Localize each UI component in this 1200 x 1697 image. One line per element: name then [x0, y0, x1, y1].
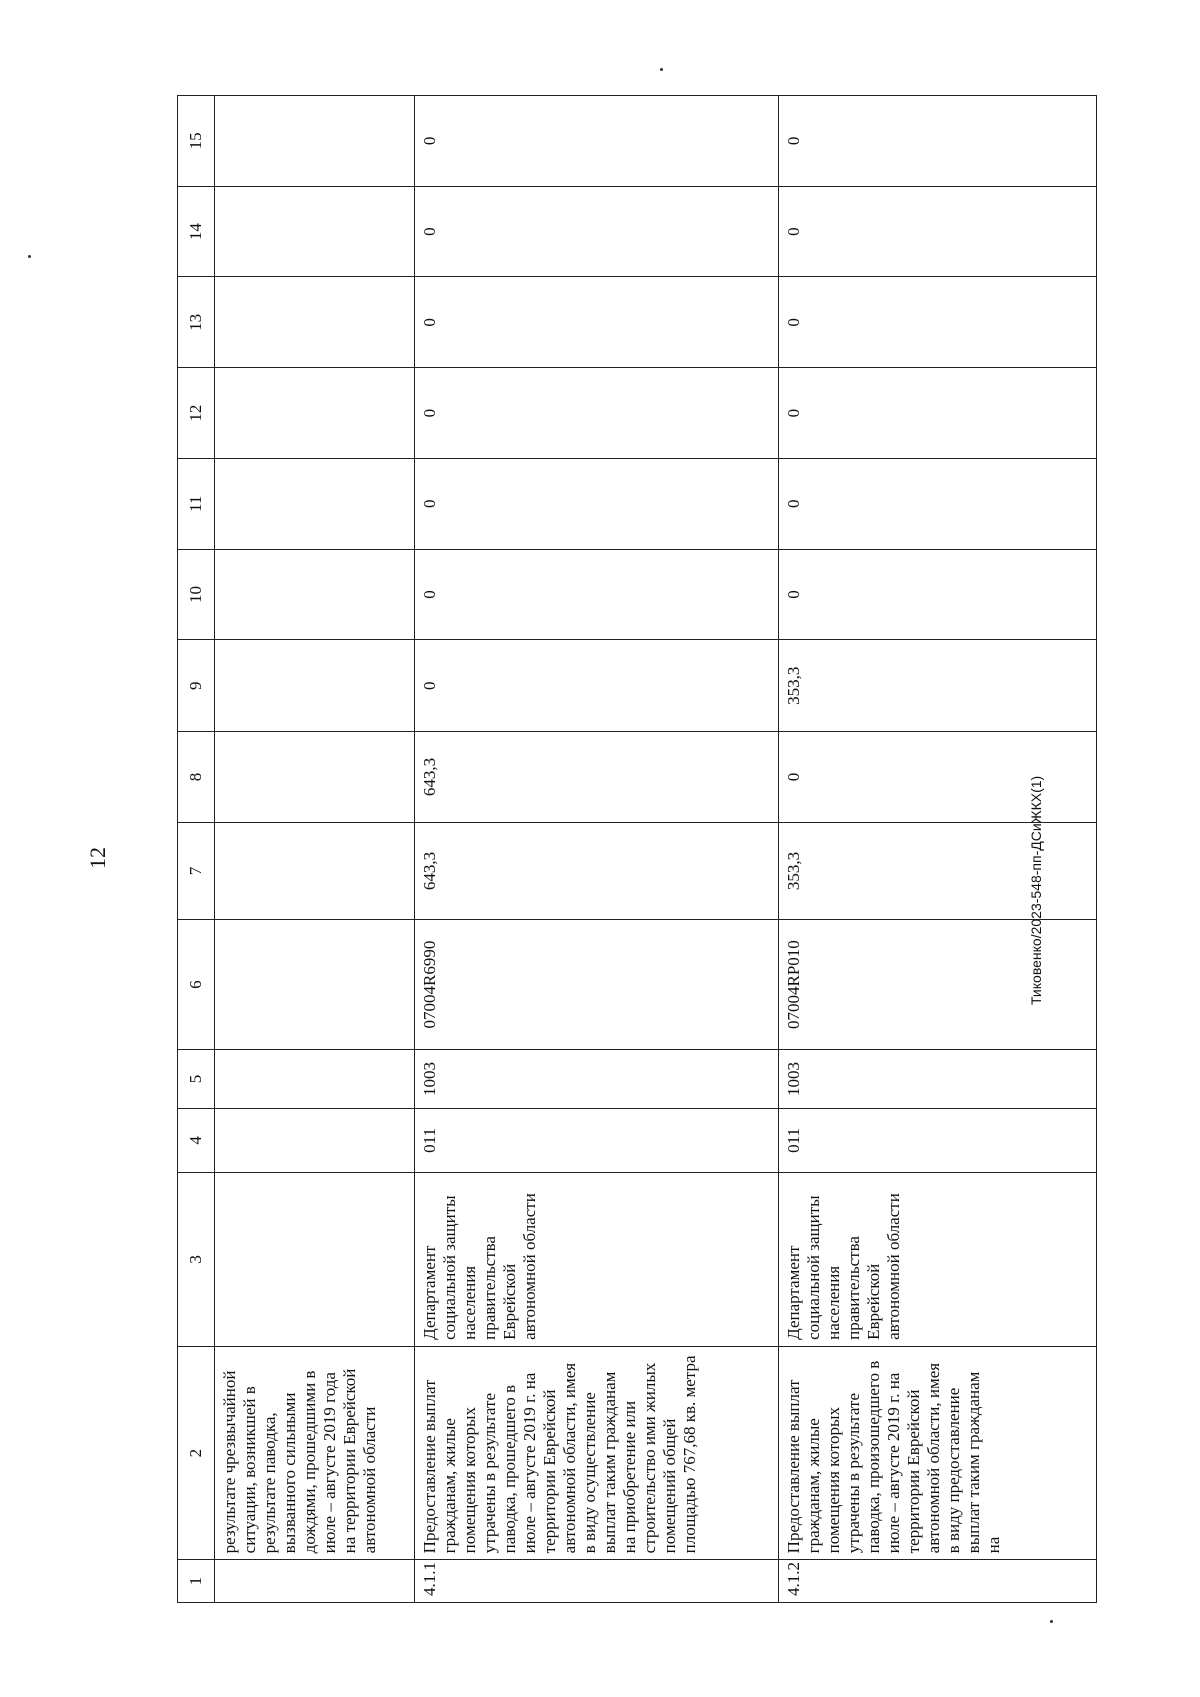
value-cell: 0 — [415, 458, 779, 549]
section-code-cell: 1003 — [779, 1050, 1097, 1109]
value-cell — [215, 640, 415, 732]
target-article-cell: 07004RP010 — [779, 919, 1097, 1049]
executor-cell: Департамент социальной защиты населения правительства Еврейской автономной области — [779, 1172, 1097, 1346]
scan-speck — [28, 255, 31, 258]
value-cell: 0 — [415, 549, 779, 640]
grbs-code-cell — [215, 1108, 415, 1172]
measure-name-cell: результате чрезвычайной ситуации, возникшей в результате паводка, вызванного сильными дождями, прошедшими в июле – августе 2019 года на территории Еврейской автономной области — [215, 1346, 415, 1559]
target-article-cell — [215, 919, 415, 1049]
value-cell: 0 — [779, 96, 1097, 187]
column-header: 2 — [178, 1346, 215, 1559]
scan-speck — [660, 68, 663, 71]
table-row — [215, 96, 415, 1603]
column-header: 14 — [178, 186, 215, 277]
value-cell — [215, 822, 415, 919]
measure-name-cell: Предоставление выплат гражданам, жилые помещения которых утрачены в результате паводка, прошедшего в июле – августе 2019 г. на территории Еврейской автономной области, имея в виду осуществление выплат таким гражданам на приобретение или строительство ими жилых помещений общей площадью 767,68 кв. метра — [415, 1346, 779, 1559]
column-header: 1 — [178, 1560, 215, 1603]
executor-cell — [215, 1172, 415, 1346]
value-cell — [215, 732, 415, 823]
value-cell: 0 — [779, 277, 1097, 368]
budget-table-container — [177, 95, 1097, 1603]
section-code-cell — [215, 1050, 415, 1109]
column-header: 3 — [178, 1172, 215, 1346]
value-cell: 0 — [415, 368, 779, 459]
scan-speck — [1050, 1620, 1053, 1623]
grbs-code-cell: 011 — [415, 1108, 779, 1172]
row-number-cell: 4.1.2 — [779, 1560, 1097, 1603]
value-cell: 0 — [415, 640, 779, 732]
value-cell — [215, 96, 415, 187]
value-cell: 0 — [415, 277, 779, 368]
column-header: 5 — [178, 1050, 215, 1109]
value-cell: 0 — [779, 732, 1097, 823]
value-cell: 0 — [415, 96, 779, 187]
budget-table — [177, 95, 1097, 1603]
section-code-cell: 1003 — [415, 1050, 779, 1109]
column-header: 12 — [178, 368, 215, 459]
value-cell — [215, 549, 415, 640]
row-number-cell — [215, 1560, 415, 1603]
value-cell: 0 — [779, 368, 1097, 459]
column-header: 15 — [178, 96, 215, 187]
row-number-cell: 4.1.1 — [415, 1560, 779, 1603]
value-cell — [215, 368, 415, 459]
table-row — [415, 96, 779, 1603]
grbs-code-cell: 011 — [779, 1108, 1097, 1172]
column-header: 9 — [178, 640, 215, 732]
value-cell: 0 — [415, 186, 779, 277]
value-cell — [215, 186, 415, 277]
header-row — [178, 96, 215, 1603]
measure-name-cell: Предоставление выплат гражданам, жилые помещения которых утрачены в результате паводка, произошедшего в июле – августе 2019 г. на территории Еврейской автономной области, имея в виду предоставление выплат таким гражданам на — [779, 1346, 1097, 1559]
document-code: Тиковенко/2023-548-пп-ДСиЖКХ(1) — [1028, 775, 1044, 1005]
value-cell: 0 — [779, 186, 1097, 277]
target-article-cell: 07004R6990 — [415, 919, 779, 1049]
executor-cell: Департамент социальной защиты населения правительства Еврейской автономной области — [415, 1172, 779, 1346]
column-header: 11 — [178, 458, 215, 549]
value-cell: 353,3 — [779, 822, 1097, 919]
column-header: 6 — [178, 919, 215, 1049]
column-header: 13 — [178, 277, 215, 368]
value-cell: 0 — [779, 549, 1097, 640]
value-cell — [215, 277, 415, 368]
value-cell: 643,3 — [415, 822, 779, 919]
value-cell: 643,3 — [415, 732, 779, 823]
page-number: 12 — [85, 847, 110, 869]
value-cell: 0 — [779, 458, 1097, 549]
column-header: 4 — [178, 1108, 215, 1172]
column-header: 8 — [178, 732, 215, 823]
column-header: 7 — [178, 822, 215, 919]
value-cell — [215, 458, 415, 549]
value-cell: 353,3 — [779, 640, 1097, 732]
column-header: 10 — [178, 549, 215, 640]
